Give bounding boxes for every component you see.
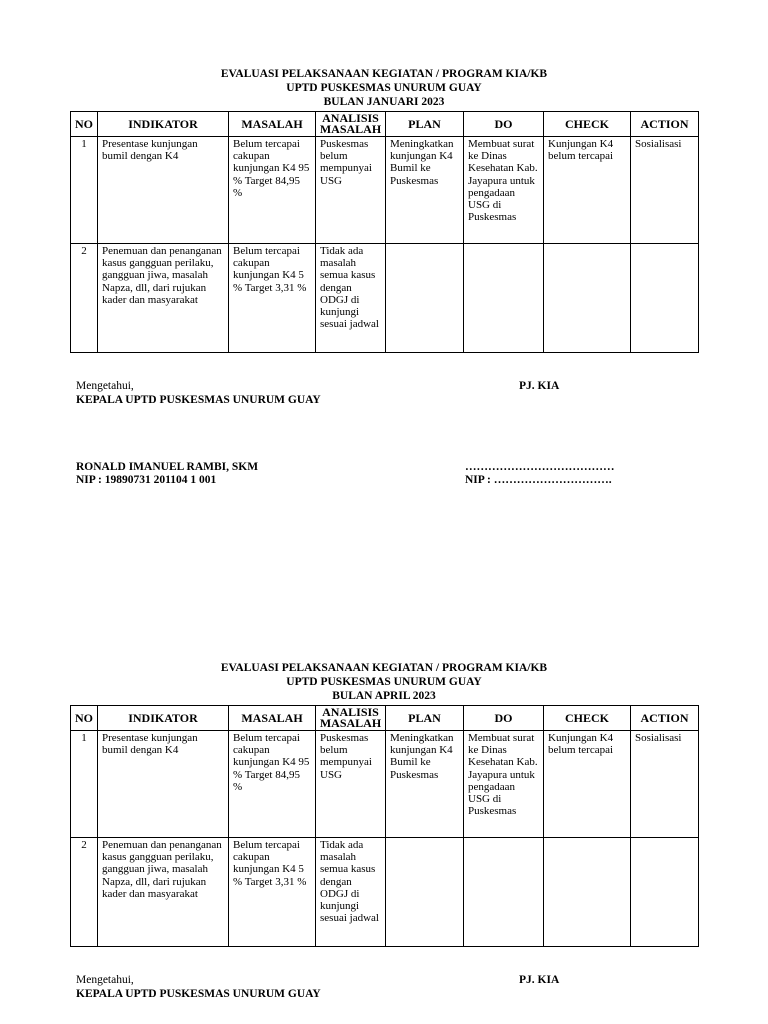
header-check: CHECK (544, 112, 631, 137)
cell-check (544, 244, 631, 353)
table-row (71, 244, 699, 353)
cell-masalah: Belum tercapai cakupan kunjungan K4 5 % Target 3,31 % (229, 838, 316, 947)
header-indikator: INDIKATOR (98, 706, 229, 731)
cell-action: Sosialisasi (631, 731, 699, 838)
cell-analisis: Puskesmas belum mempunyai USG (316, 731, 386, 838)
cell-do (464, 244, 544, 353)
head-nip: NIP : 19890731 201104 1 001 (76, 474, 217, 486)
cell-indikator: Penemuan dan penanganan kasus gangguan perilaku, gangguan jiwa, masalah Napza, dll, dari rujukan kader dan masyarakat (98, 838, 229, 947)
header-analisis: ANALISIS MASALAH (316, 112, 386, 137)
known-label: Mengetahui, (76, 974, 134, 986)
cell-masalah: Belum tercapai cakupan kunjungan K4 95 % Target 84,95 % (229, 731, 316, 838)
cell-do (464, 838, 544, 947)
cell-plan: Meningkatkan kunjungan K4 Bumil ke Puskesmas (386, 731, 464, 838)
cell-action: Sosialisasi (631, 137, 699, 244)
cell-action (631, 838, 699, 947)
cell-check: Kunjungan K4 belum tercapai (544, 137, 631, 244)
table-header-row (71, 706, 699, 731)
cell-action (631, 244, 699, 353)
cell-do: Membuat surat ke Dinas Kesehatan Kab. Jayapura untuk pengadaan USG di Puskesmas (464, 137, 544, 244)
pj-kia-label: PJ. KIA (519, 380, 560, 392)
cell-no: 1 (71, 731, 98, 838)
pj-nip-blank: NIP : …………………………. (465, 474, 612, 486)
header-no: NO (71, 112, 98, 137)
cell-analisis: Puskesmas belum mempunyai USG (316, 137, 386, 244)
header-analisis: ANALISIS MASALAH (316, 706, 386, 731)
cell-do: Membuat surat ke Dinas Kesehatan Kab. Jayapura untuk pengadaan USG di Puskesmas (464, 731, 544, 838)
cell-masalah: Belum tercapai cakupan kunjungan K4 5 % Target 3,31 % (229, 244, 316, 353)
cell-indikator: Presentase kunjungan bumil dengan K4 (98, 137, 229, 244)
report-month: BULAN APRIL 2023 (332, 690, 436, 702)
head-title: KEPALA UPTD PUSKESMAS UNURUM GUAY (76, 988, 321, 1000)
header-action: ACTION (631, 112, 699, 137)
table-row (71, 137, 699, 244)
head-title: KEPALA UPTD PUSKESMAS UNURUM GUAY (76, 394, 321, 406)
evaluation-table (70, 111, 699, 353)
header-do: DO (464, 706, 544, 731)
cell-indikator: Presentase kunjungan bumil dengan K4 (98, 731, 229, 838)
table-row (71, 731, 699, 838)
cell-no: 2 (71, 838, 98, 947)
table-row (71, 838, 699, 947)
known-label: Mengetahui, (76, 380, 134, 392)
pj-kia-label: PJ. KIA (519, 974, 560, 986)
cell-analisis: Tidak ada masalah semua kasus dengan ODGJ di kunjungi sesuai jadwal (316, 244, 386, 353)
cell-masalah: Belum tercapai cakupan kunjungan K4 95 % Target 84,95 % (229, 137, 316, 244)
pj-name-blank: ………………………………… (465, 461, 615, 473)
evaluation-table (70, 705, 699, 947)
header-masalah: MASALAH (229, 112, 316, 137)
header-action: ACTION (631, 706, 699, 731)
head-name: RONALD IMANUEL RAMBI, SKM (76, 461, 259, 473)
cell-plan (386, 838, 464, 947)
report-title: EVALUASI PELAKSANAAN KEGIATAN / PROGRAM KIA/KB (220, 662, 548, 674)
report-subtitle: UPTD PUSKESMAS UNURUM GUAY (286, 676, 482, 688)
header-no: NO (71, 706, 98, 731)
cell-check: Kunjungan K4 belum tercapai (544, 731, 631, 838)
report-month: BULAN JANUARI 2023 (323, 96, 445, 108)
report-subtitle: UPTD PUSKESMAS UNURUM GUAY (286, 82, 482, 94)
header-plan: PLAN (386, 112, 464, 137)
header-plan: PLAN (386, 706, 464, 731)
cell-check (544, 838, 631, 947)
cell-no: 2 (71, 244, 98, 353)
cell-plan (386, 244, 464, 353)
cell-indikator: Penemuan dan penanganan kasus gangguan perilaku, gangguan jiwa, masalah Napza, dll, dari rujukan kader dan masyarakat (98, 244, 229, 353)
header-masalah: MASALAH (229, 706, 316, 731)
cell-no: 1 (71, 137, 98, 244)
cell-analisis: Tidak ada masalah semua kasus dengan ODGJ di kunjungi sesuai jadwal (316, 838, 386, 947)
report-title: EVALUASI PELAKSANAAN KEGIATAN / PROGRAM KIA/KB (220, 68, 548, 80)
header-do: DO (464, 112, 544, 137)
cell-plan: Meningkatkan kunjungan K4 Bumil ke Puskesmas (386, 137, 464, 244)
header-indikator: INDIKATOR (98, 112, 229, 137)
table-header-row (71, 112, 699, 137)
header-check: CHECK (544, 706, 631, 731)
